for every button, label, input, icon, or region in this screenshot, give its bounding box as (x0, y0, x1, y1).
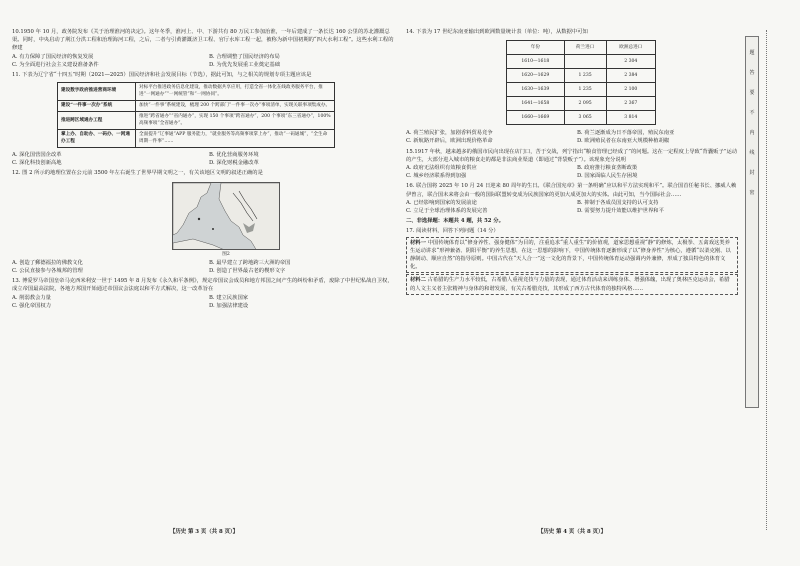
question-11-options (12, 151, 396, 167)
page-3: 10.1950 年 10 月，政务院发布《关于治理淮河的决定》。这年冬季，淮河上、中、下游共有 80 万民工参加治淮，一年后建成了一条长达 160 公里的苏北灌溉总渠。同时，中央启动了荆江分洪工程和治理海河工程，之后，二者与引黄灌溉济卫工程、官厅水库工程一起，被称为新中国初期的“四大水利工程”。这些水利工程的修建 A. 有力保障了国民经济的恢复发展 B. 合理调整了国民经济的布局 C. 为全面进行社会主义建设准备条件 D. 为优先发展重工业奠定基础 11. 下表为辽宁省“十四五”时期（2021—2025）国民经济和社会发展目标（节选），据此可知，与之相关的规划专项主题应该是 建设数字政府推进营商环境 对标平台推进政务信息化建设，推动数据共享应用，打造全省一体化在线政务服务平台，推进“一网通办”“一网统管”和“一网协同”。 建设“一件事一次办”系统 加快“一件事”系统建设，梳理 200 个跨部门“一件事一次办”事项清单，实现关联事项集成办。 推进跨区域通办工程 推进“跨省通办”“省内通办”，实现 150 个事项“跨省通办”，200 个事项“东三省通办”，100% 高频事项“全省通办”。 掌上办、自助办、一码办、一网通办工程 全面提升“辽事通”APP 服务能力，“就业服务等高频事项掌上办”，推动“一码通城”，“全生命周期一件事”…… A. 深化国营国企改革 B. 优化营商服务环境 C. 深化科技创新高地 D. 深化财税金融改革 12. 图 2 所示的地理位置在公元前 3500 年左右诞生了世界早期文明之一，有关该地区文明的叙述正确的是 图2 A. 创造了郵德福拉的佛教文化 B. 最早建立了跨地跨三大洲的帝国 C. 公民直接参与各城邦的管理 D. 创造了世界最古老的楔形文字 13. 博爱罗马帝国皇帝马克西米利安一世于 1495 年 8 月发布《永久和平条例》，规定帝国议会成员和地方邦国之间产生的纠纷和矛盾，废除了中世纪私战自卫权，成立帝国最高法院，各地方邦国开始通过帝国议会法庭以和平方式解决，这一改革旨在 A. 削弱教会力量 B. 建立民族国家 C. 强化帝国权力 D. 加强法律建设 【历史 第 3 页（共 8 页）】 (12, 28, 396, 312)
table-row (507, 69, 656, 83)
margin-char: 封 (749, 170, 755, 176)
question-16 (406, 182, 738, 215)
table-row (507, 111, 656, 125)
table-cell: 1660—1669 (507, 111, 565, 125)
table-cell-key: 掌上办、自助办、一码办、一网通办工程 (58, 130, 136, 148)
question-15-options (406, 164, 738, 180)
margin-char: 线 (749, 150, 755, 156)
table-cell: 1 235 (564, 83, 606, 97)
question-10-options (12, 53, 396, 69)
map-image (173, 183, 280, 250)
figure-caption: 图2 (222, 251, 230, 257)
table-cell-value: 对标平台推进政务信息化建设，推动数据共享应用，打造全省一体化在线政务服务平台，推进“一网通办”“一网统管”和“一网协同”。 (136, 83, 335, 101)
table-cell: 2 367 (606, 97, 655, 111)
table-cell: 1641—1658 (507, 97, 565, 111)
option-d[interactable]: D. 需要努力提升效能以维护世界和平 (577, 208, 664, 215)
option-a[interactable]: A. 已经影响到国家的发展前途 (406, 199, 477, 206)
option-b[interactable]: B. 建立民族国家 (209, 294, 249, 301)
table-cell: 1620—1629 (507, 69, 565, 83)
option-b[interactable]: B. 优化营商服务环境 (209, 152, 259, 159)
question-14-table (506, 40, 656, 125)
table-cell-key: 推进跨区域通办工程 (58, 112, 136, 130)
table-cell-value: 推进“跨省通办”“省内通办”，实现 150 个事项“跨省通办”，200 个事项“东三省通办”，100% 高频事项“全省通办”。 (136, 112, 335, 130)
table-cell: 2 095 (564, 97, 606, 111)
material-1-text: 中国传统体育以“修身养性、强身健体”为目的，注重追求“重人重生”的价值观，道家思想重视“静”的修炼，太极拳、五禽戏这类养生运动讲求“形神兼备、阴阳平衡”的养生思想，在这一思想的影响下，中国传统体育逐渐形成了以“修身养性”为核心，遵循“以柔克刚、以静制动、顺应自然”的指导原则。中国古代在“天人合一”这一文化的背景下，中国传统体育运动强调内外兼修，形成了独具特色的体育文化。 (410, 239, 731, 271)
option-b[interactable]: B. 荷兰逐渐成为日不落帝国，殖民东南亚 (577, 130, 675, 137)
option-b[interactable]: B. 合理调整了国民经济的布局 (209, 53, 280, 60)
option-d[interactable]: D. 创造了世界最古老的楔形文字 (209, 268, 286, 275)
question-12 (12, 169, 396, 275)
option-d[interactable]: D. 加强法律建设 (209, 302, 249, 309)
table-row (58, 130, 335, 148)
table-cell-key: 建设数字政府推进营商环境 (58, 83, 136, 101)
option-c[interactable]: C. 公民直接参与各城邦的管理 (12, 268, 83, 275)
option-a[interactable]: A. 荷兰殖民扩张，加剧香料贸易竞争 (406, 130, 493, 137)
question-10-stem: 10.1950 年 10 月，政务院发布《关于治理淮河的决定》。这年冬季，淮河上、中、下游共有 80 万民工参加治淮，一年后建成了一条长达 160 公里的苏北灌溉总渠。同时，中央启动了荆江分洪工程和治理海河工程，之后，二者与引黄灌溉济卫工程、官厅水库工程一起，被称为新中国初期的“四大水利工程”。这些水利工程的修建 (12, 29, 394, 52)
map-figure (172, 182, 280, 250)
table-row (58, 112, 335, 130)
option-d[interactable]: D. 欧洲殖民者在东南亚大规模种植胡椒 (577, 138, 670, 145)
option-c[interactable]: C. 深化科技创新高地 (12, 160, 62, 167)
question-11-table (57, 82, 335, 148)
table-cell: 1 235 (564, 69, 606, 83)
section-heading: 二、非选择题：本题共 4 题，共 52 分。 (406, 218, 504, 225)
question-17 (406, 227, 738, 294)
option-d[interactable]: D. 国家面临人民生存困境 (577, 173, 638, 180)
question-14-options (406, 129, 738, 145)
table-cell: 2 100 (606, 83, 655, 97)
table-header: 年份 (507, 41, 565, 55)
material-1-tag: 材料一 (410, 239, 426, 246)
material-2-tag: 材料二 (410, 277, 426, 284)
question-15 (406, 148, 738, 181)
margin-char: 密 (749, 190, 755, 196)
table-cell-value: 全面提升“辽事通”APP 服务能力，“就业服务等高频事项掌上办”，推动“一码通城”，“全生命周期一件事”…… (136, 130, 335, 148)
table-row (58, 101, 335, 112)
table-row (58, 83, 335, 101)
table-header: 欧洲总进口 (606, 41, 655, 55)
question-14-stem: 14. 下表为 17 世纪东南亚输出到欧洲数量统计表（单位：吨），从数据中可知 (406, 29, 588, 35)
question-13-stem: 13. 博爱罗马帝国皇帝马克西米利安一世于 1495 年 8 月发布《永久和平条例》，规定帝国议会成员和地方邦国之间产生的纠纷和矛盾，废除了中世纪私战自卫权，成立帝国最高法院，各地方邦国开始通过帝国议会法庭以和平方式解决，这一改革旨在 (12, 278, 393, 293)
seal-dotted-line (766, 30, 767, 530)
question-13-options (12, 294, 396, 310)
option-c[interactable]: C. 新航路开辟后，欧洲出现价格革命 (406, 138, 493, 145)
margin-char: 题 (749, 50, 755, 56)
table-cell: 2 304 (606, 55, 655, 69)
table-row (507, 83, 656, 97)
option-d[interactable]: D. 深化财税金融改革 (209, 160, 259, 167)
question-13 (12, 277, 396, 310)
table-cell-key: 建设“一件事一次办”系统 (58, 101, 136, 112)
question-11-stem: 11. 下表为辽宁省“十四五”时期（2021—2025）国民经济和社会发展目标（节选），据此可知，与之相关的规划专项主题应该是 (12, 72, 312, 79)
option-d[interactable]: D. 为优先发展重工业奠定基础 (209, 61, 280, 68)
question-14 (406, 28, 738, 146)
option-b[interactable]: B. 政府推行粮食垄断政策 (577, 165, 638, 172)
option-a[interactable]: A. 创造了郵德福拉的佛教文化 (12, 259, 83, 266)
option-a[interactable]: A. 削弱教会力量 (12, 294, 51, 301)
option-c[interactable]: C. 立足于全球治理体系的发展完善 (406, 208, 488, 215)
option-c[interactable]: C. 为全面进行社会主义建设准备条件 (12, 61, 99, 68)
option-c[interactable]: C. 城乡经济联系得到加强 (406, 173, 467, 180)
table-cell (564, 55, 606, 69)
margin-char: 不 (749, 110, 755, 116)
material-2-text: 古希腊的生产力水平较低，古希腊人重视竞技与力量的表现，通过体育活动来训练身体、增强体魄，出现了奥林匹克运动会，希腊的人文主义者主张精神与身体的和谐发展，有关古希腊竞技，其形成了西方古代体育的独特风格…… (410, 277, 730, 292)
margin-char: 答 (749, 70, 755, 76)
table-cell: 3 814 (606, 111, 655, 125)
table-header: 荷兰进口 (564, 41, 606, 55)
table-cell: 3 065 (564, 111, 606, 125)
question-17-stem: 17. 阅读材料，回答下列问题（14 分） (406, 228, 499, 235)
question-16-stem: 16. 联合国将 2025 年 10 月 24 日迎来 80 周年的生日。《联合国宪章》第一条明确“应以和平方法实现和平”。联合国首任秘书长、挪威人赖伊曾言，联合国未来将会由一般的国际联盟转变成为民族国家的更加大成更加大的实体。由此可知，当今国际社会…… (406, 183, 737, 198)
table-header-row (507, 41, 656, 55)
material-1 (406, 237, 738, 274)
table-cell: 1630—1639 (507, 83, 565, 97)
option-a[interactable]: A. 政府无法组织有效粮食供应 (406, 165, 477, 172)
question-11 (12, 71, 396, 167)
page-4: 14. 下表为 17 世纪东南亚输出到欧洲数量统计表（单位：吨），从数据中可知 年份 荷兰进口 欧洲总进口 1610—1618 2 304 1620—1629 1 235 2 384 1630—1639 1 235 2 100 1641—1658 2 095 2 367 1660—1669 3 065 3 814 A. 荷兰殖民扩张，加剧香料贸易竞争 B. 荷兰逐渐成为日不落帝国，殖民东南亚 C. 新航路开辟后，欧洲出现价格革命 D. 欧洲殖民者在东南亚大规模种植胡椒 15.1917 年秋，越来越多的俄国市民向出现在店门口，苦于交战，列宁指出“粮食管理已经成了”的问题。这在一定程度上导致“背囊贩子”运动的产生，大部分进入城市的粮食走的都是非法商业渠道（即通过“背袋贩子”）。该现象充分说明 A. 政府无法组织有效粮食供应 B. 政府推行粮食垄断政策 C. 城乡经济联系得到加强 D. 国家面临人民生存困境 16. 联合国将 2025 年 10 月 24 日迎来 80 周年的生日。《联合国宪章》第一条明确“应以和平方法实现和平”。联合国首任秘书长、挪威人赖伊曾言，联合国未来将会由一般的国际联盟转变成为民族国家的更加大成更加大的实体。由此可知，当今国际社会…… A. 已经影响到国家的发展前途 B. 抑制于各成员国支持的认可支持 C. 立足于全球治理体系的发展完善 D. 需要努力提升效能以维护世界和平 二、非选择题：本题共 4 题，共 52 分。 17. 阅读材料，回答下列问题（14 分） 材料一 中国传统体育以“修身养性、强身健体”为目的，注重追求“重人重生”的价值观，道家思想重视“静”的修炼，太极拳、五禽戏这类养生运动讲求“形神兼备、阴阳平衡”的养生思想，在这一思想的影响下，中国传统体育逐渐形成了以“修身养性”为核心，遵循“以柔克刚、以静制动、顺应自然”的指导原则。中国古代在“天人合一”这一文化的背景下，中国传统体育运动强调内外兼修，形成了独具特色的体育文化。 材料二 古希腊的生产力水平较低，古希腊人重视竞技与力量的表现，通过体育活动来训练身体、增强体魄，出现了奥林匹克运动会，希腊的人文主义者主张精神与身体的和谐发展，有关古希腊竞技，其形成了西方古代体育的独特风格…… 【历史 第 4 页（共 8 页）】 (406, 29, 738, 535)
margin-char: 内 (749, 130, 755, 136)
question-12-options (12, 259, 396, 275)
margin-char: 要 (749, 90, 755, 96)
option-b[interactable]: B. 抑制于各成员国支持的认可支持 (577, 199, 659, 206)
option-a[interactable]: A. 深化国营国企改革 (12, 152, 62, 159)
table-cell: 1610—1618 (507, 55, 565, 69)
table-row (507, 55, 656, 69)
option-c[interactable]: C. 强化帝国权力 (12, 302, 52, 309)
seal-line-margin (745, 36, 759, 408)
question-16-options (406, 199, 738, 215)
question-10 (12, 28, 396, 69)
question-12-stem: 12. 图 2 所示的地理位置在公元前 3500 年左右诞生了世界早期文明之一，有关该地区文明的叙述正确的是 (12, 170, 263, 177)
option-b[interactable]: B. 最早建立了跨地跨三大洲的帝国 (209, 259, 291, 266)
table-cell-value: 加快“一件事”系统建设，梳理 200 个跨部门“一件事一次办”事项清单，实现关联事项集成办。 (136, 101, 335, 112)
material-2 (406, 274, 738, 294)
table-cell: 2 384 (606, 69, 655, 83)
option-a[interactable]: A. 有力保障了国民经济的恢复发展 (12, 53, 94, 60)
table-row (507, 97, 656, 111)
question-15-stem: 15.1917 年秋，越来越多的俄国市民向出现在店门口，苦于交战，列宁指出“粮食管理已经成了”的问题。这在一定程度上导致“背囊贩子”运动的产生，大部分进入城市的粮食走的都是非法商业渠道（即通过“背袋贩子”）。该现象充分说明 (406, 148, 738, 163)
